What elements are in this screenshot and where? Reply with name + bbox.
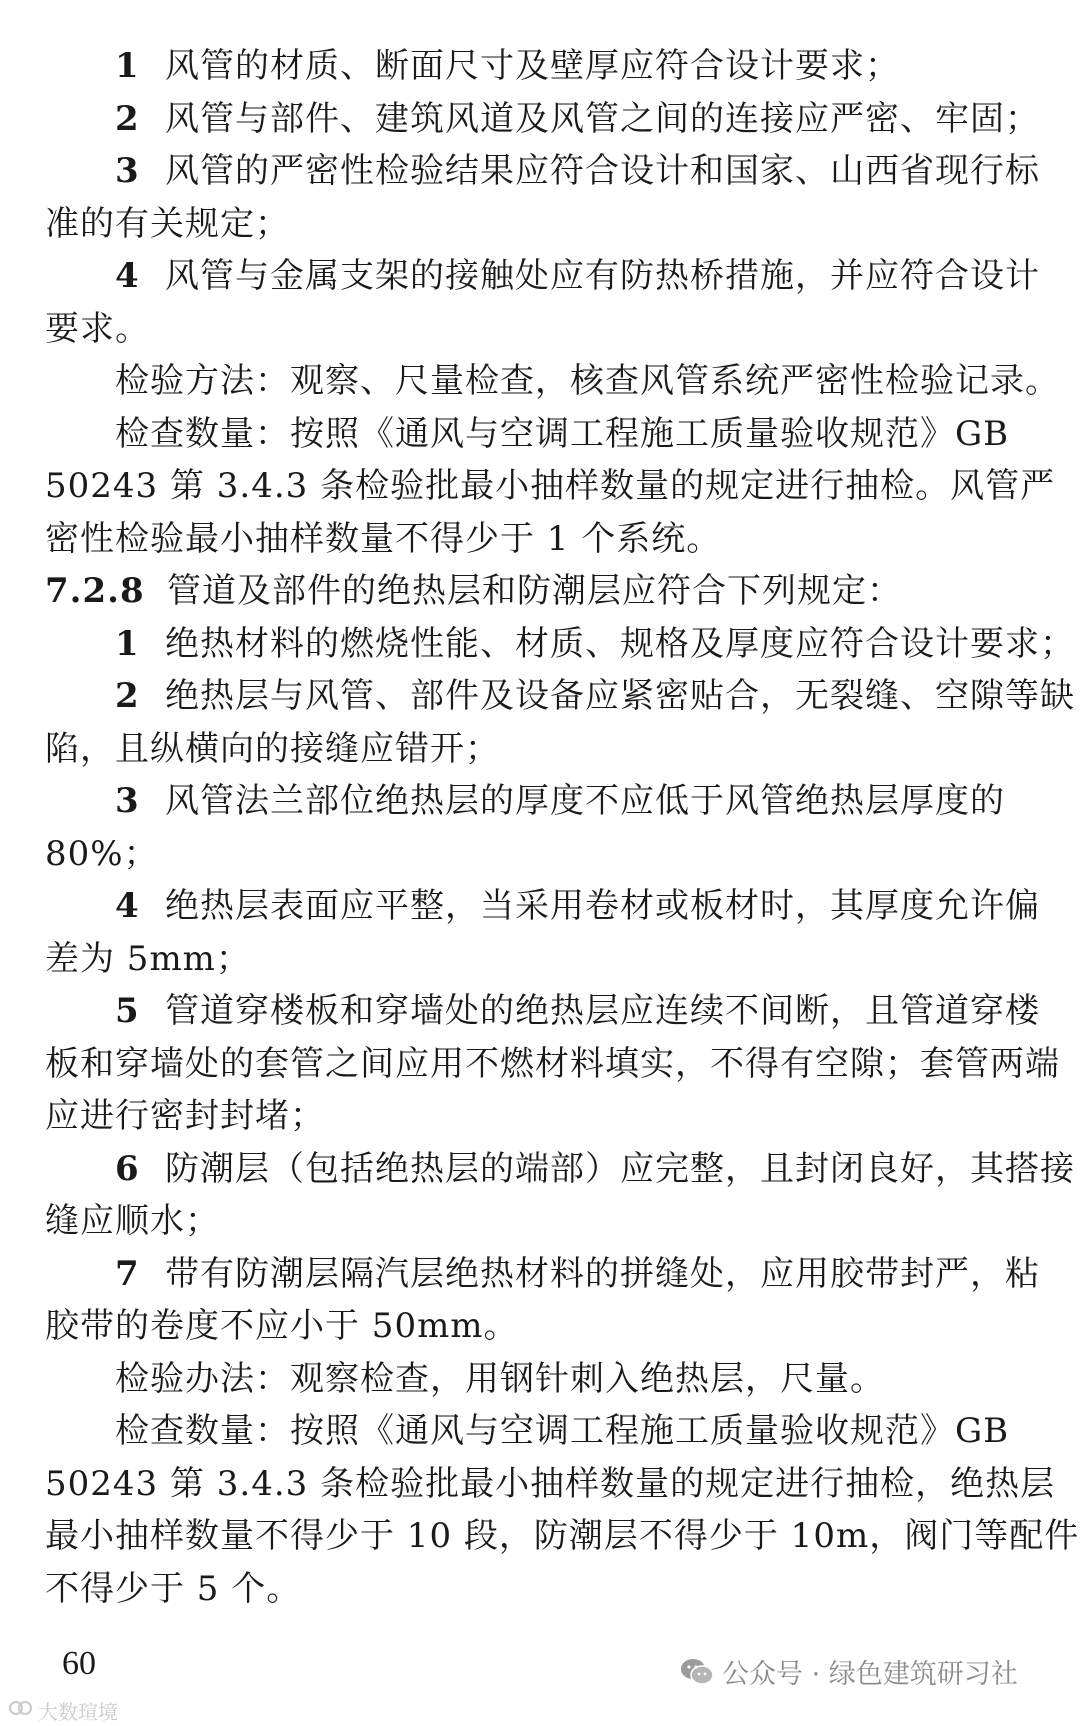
text-line: [45, 880, 1040, 933]
text-line: [45, 1090, 1030, 1143]
line-text: 检验方法：观察、尺量检查，核查风管系统严密性检验记录。: [115, 361, 1060, 401]
line-text: 缝应顺水；: [45, 1201, 220, 1241]
text-line: [45, 250, 1040, 303]
line-text: 风管的严密性检验结果应符合设计和国家、山西省现行标: [165, 151, 1040, 191]
corner-mark: [8, 1696, 118, 1725]
corner-mark-text: 大数瑄境: [38, 1700, 118, 1724]
line-text: 风管法兰部位绝热层的厚度不应低于风管绝热层厚度的: [165, 781, 1005, 821]
text-line: [45, 1143, 1075, 1196]
item-number: 3: [115, 781, 140, 821]
item-number: 3: [115, 151, 140, 191]
line-text: 陷，且纵横向的接缝应错开；: [45, 728, 500, 769]
text-line: [45, 40, 1030, 93]
text-line: [45, 828, 1030, 881]
text-line: [45, 1405, 1030, 1458]
item-number: 4: [115, 886, 140, 926]
line-text: 防潮层（包括绝热层的端部）应完整，且封闭良好，其搭接: [165, 1148, 1075, 1189]
line-text: 风管的材质、断面尺寸及壁厚应符合设计要求；: [165, 46, 900, 86]
text-line: [45, 513, 1030, 566]
line-text: 绝热材料的燃烧性能、材质、规格及厚度应符合设计要求；: [165, 623, 1075, 664]
item-number: 4: [115, 256, 140, 296]
item-number: 2: [115, 98, 140, 139]
text-line: [45, 1195, 1030, 1248]
line-text: 准的有关规定；: [45, 203, 290, 244]
text-line: [45, 933, 1030, 986]
text-line: [45, 618, 1075, 671]
item-number: 1: [115, 623, 140, 664]
page-number: 60: [62, 1645, 96, 1682]
text-line: [45, 408, 1030, 461]
wechat-icon: [680, 1658, 714, 1686]
text-line: [45, 1458, 1056, 1511]
line-text: 管道穿楼板和穿墙处的绝热层应连续不间断，且管道穿楼: [165, 991, 1040, 1031]
line-text: 密性检验最小抽样数量不得少于 1 个系统。: [45, 518, 722, 559]
section-heading: [45, 565, 1030, 618]
line-text: 应进行密封封堵；: [45, 1096, 325, 1136]
text-line: [45, 1563, 1030, 1616]
line-text: 带有防潮层隔汽层绝热材料的拼缝处，应用胶带封严，粘: [165, 1253, 1040, 1294]
line-text: 最小抽样数量不得少于 10 段，防潮层不得少于 10m，阀门等配件: [45, 1516, 1080, 1556]
text-line: [45, 145, 1040, 198]
text-line: [45, 985, 1040, 1038]
line-text: 检查数量：按照《通风与空调工程施工质量验收规范》GB: [115, 413, 1010, 454]
line-text: 风管与金属支架的接触处应有防热桥措施，并应符合设计: [165, 256, 1040, 296]
watermark-text: 公众号 · 绿色建筑研习社: [722, 1659, 1018, 1690]
line-text: 绝热层与风管、部件及设备应紧密贴合，无裂缝、空隙等缺: [165, 676, 1075, 716]
text-line: [45, 1248, 1040, 1301]
item-number: 6: [115, 1148, 140, 1189]
line-text: 检查数量：按照《通风与空调工程施工质量验收规范》GB: [115, 1411, 1010, 1451]
text-line: [45, 775, 1030, 828]
text-line: [45, 93, 1040, 146]
line-text: 50243 第 3.4.3 条检验批最小抽样数量的规定进行抽检。风管严: [45, 466, 1056, 506]
text-line: [45, 1038, 1060, 1091]
line-text: 风管与部件、建筑风道及风管之间的连接应严密、牢固；: [165, 98, 1040, 139]
item-number: 2: [115, 676, 140, 716]
item-number: 5: [115, 991, 140, 1031]
text-line: [45, 1353, 1030, 1406]
line-text: 80%；: [45, 833, 159, 874]
line-text: 不得少于 5 个。: [45, 1568, 302, 1609]
text-line: [45, 1510, 1080, 1563]
text-line: [45, 198, 1030, 251]
document-body: [45, 40, 1080, 1615]
line-text: 差为 5mm；: [45, 938, 251, 979]
text-line: [45, 460, 1056, 513]
line-text: 50243 第 3.4.3 条检验批最小抽样数量的规定进行抽检，绝热层: [45, 1463, 1056, 1504]
line-text: 管道及部件的绝热层和防潮层应符合下列规定：: [167, 571, 902, 611]
text-line: [45, 670, 1075, 723]
section-number: 7.2.8: [45, 571, 145, 611]
line-text: 绝热层表面应平整，当采用卷材或板材时，其厚度允许偏: [165, 886, 1040, 926]
text-line: [45, 355, 1060, 408]
line-text: 要求。: [45, 308, 150, 349]
line-text: 板和穿墙处的套管之间应用不燃材料填实，不得有空隙；套管两端: [45, 1043, 1060, 1084]
text-line: [45, 303, 1030, 356]
item-number: 1: [115, 46, 140, 86]
item-number: 7: [115, 1253, 140, 1294]
line-text: 胶带的卷度不应小于 50mm。: [45, 1306, 519, 1346]
line-text: 检验办法：观察检查，用钢针刺入绝热层，尺量。: [115, 1358, 885, 1399]
logo-icon: [8, 1698, 34, 1723]
watermark: [680, 1652, 1018, 1691]
text-line: [45, 1300, 1030, 1353]
text-line: [45, 723, 1030, 776]
